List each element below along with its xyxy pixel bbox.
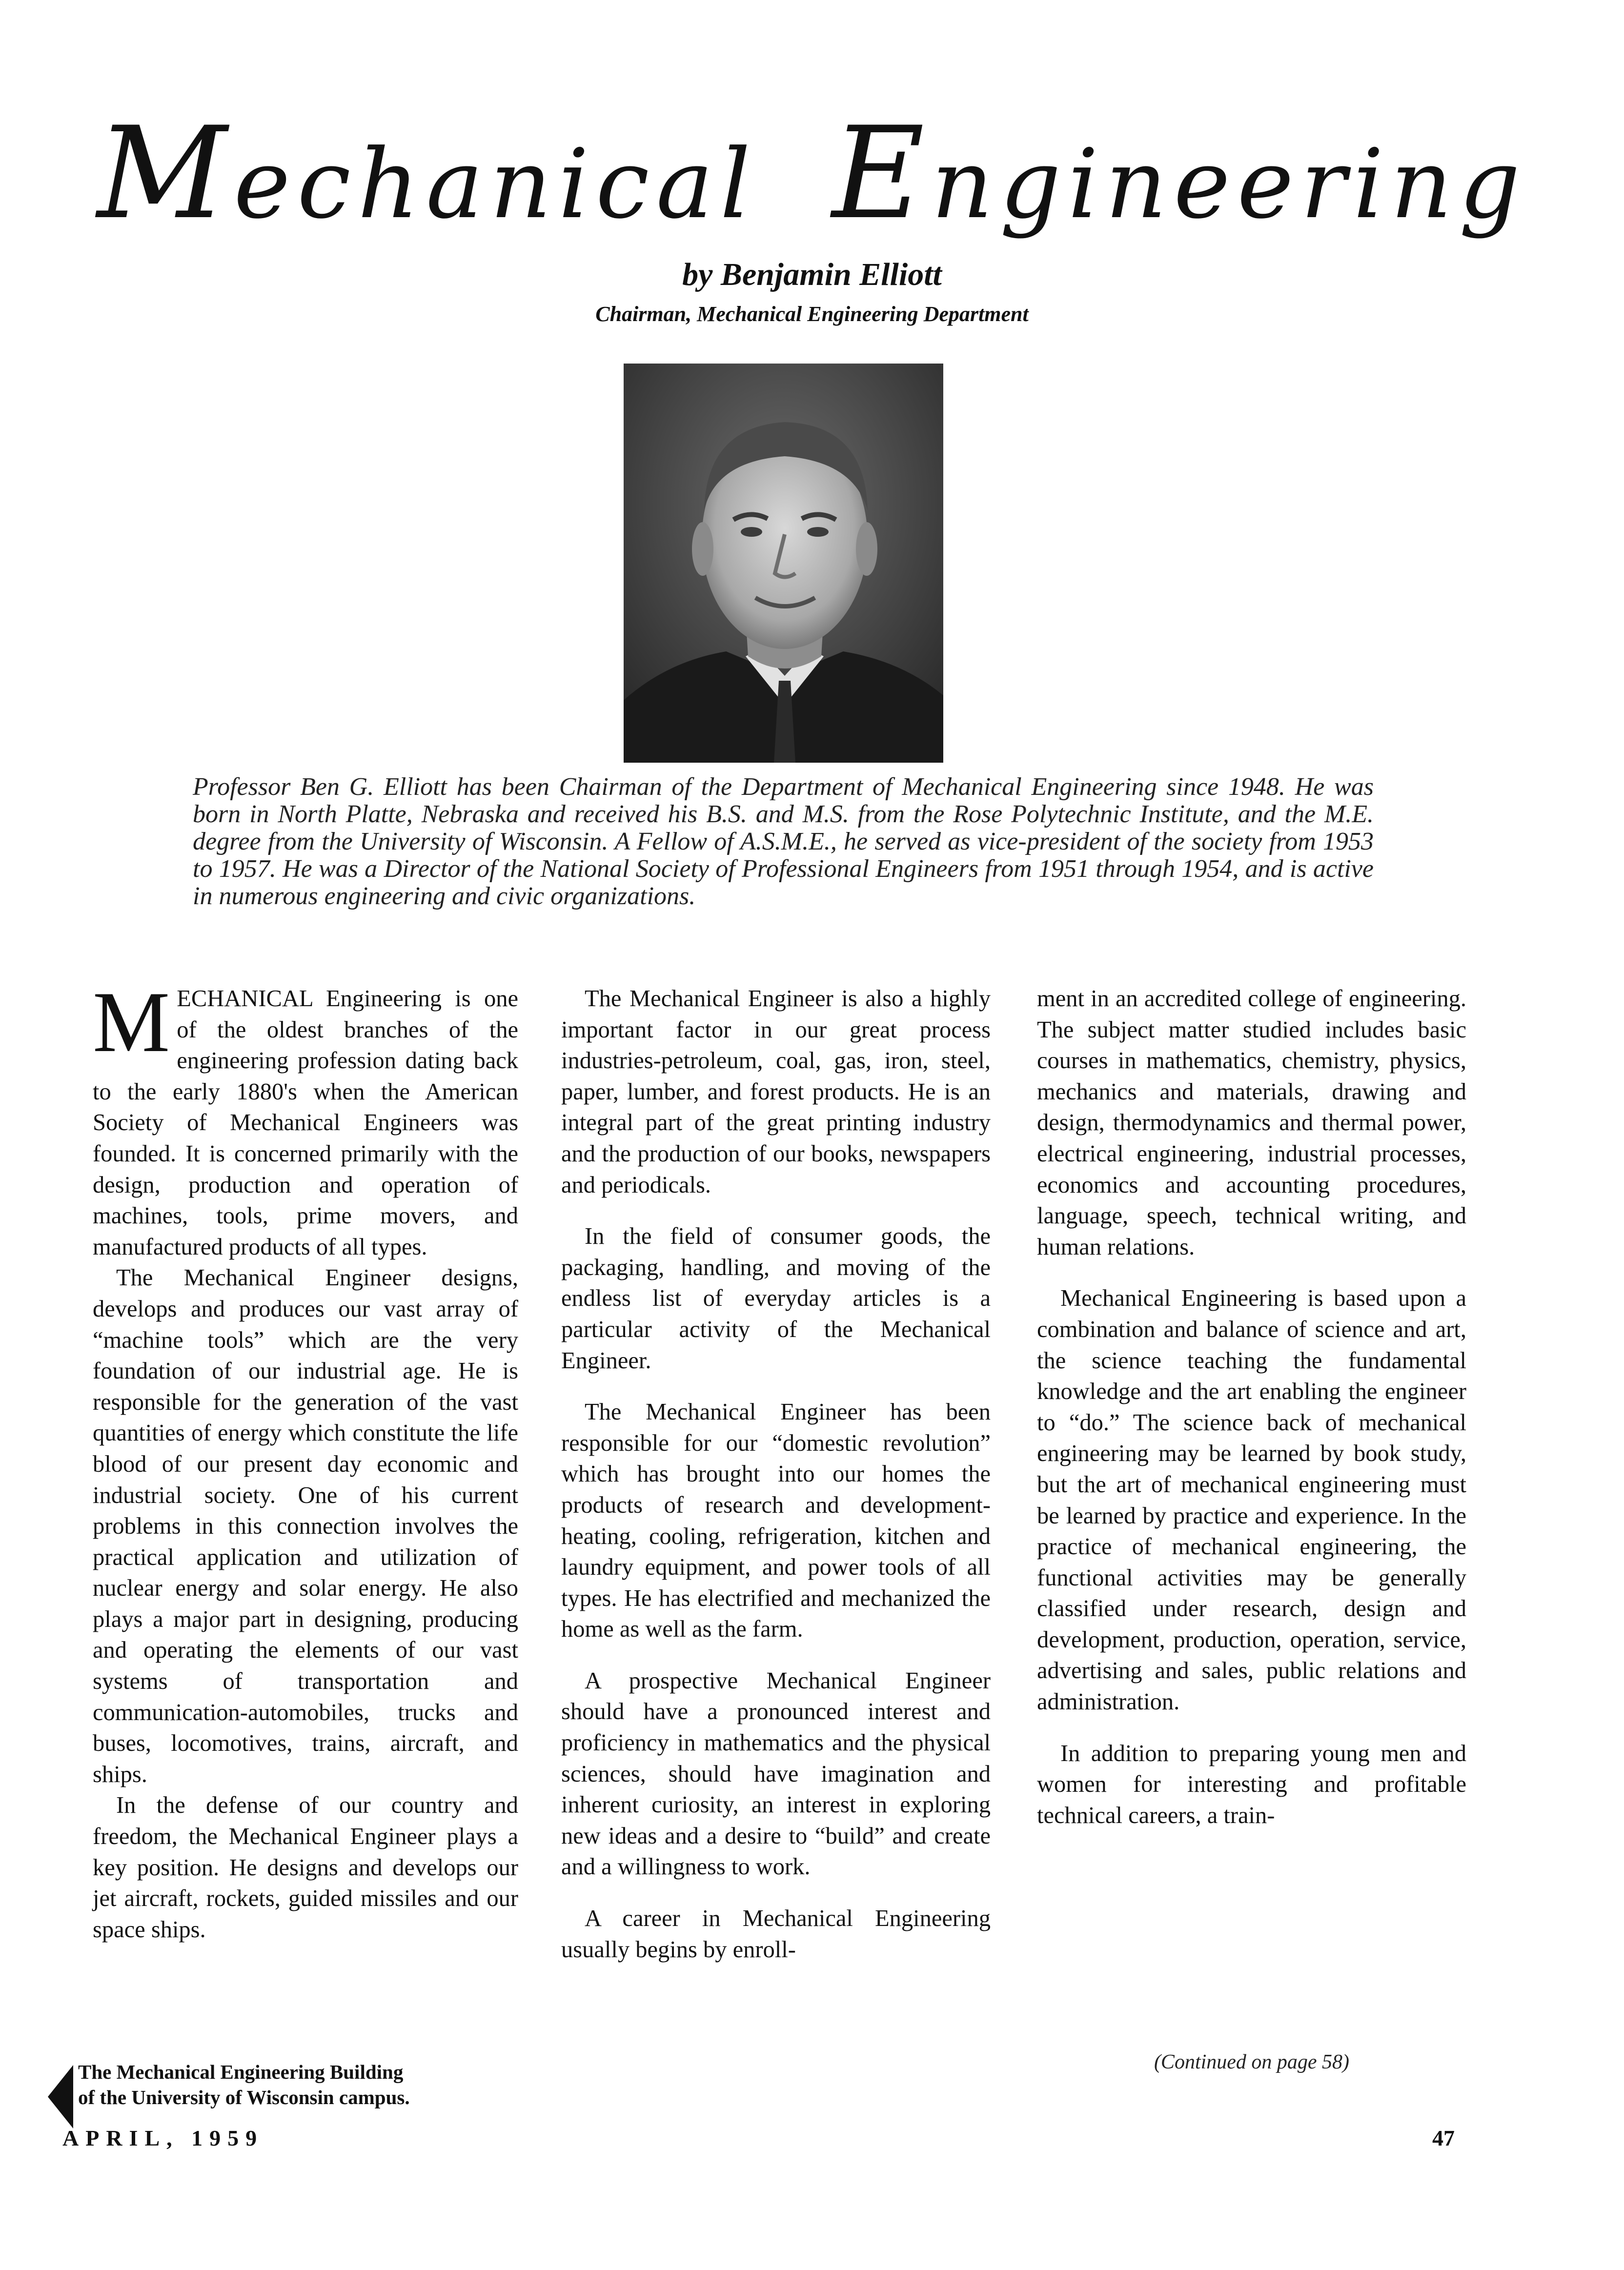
building-caption-line-1: The Mechanical Engineering Building bbox=[78, 2061, 404, 2083]
drop-cap: M bbox=[93, 973, 170, 1070]
paragraph: A career in Mechanical Engineering usually begins by enroll- bbox=[561, 1905, 991, 1963]
paragraph: In the field of consumer goods, the packaging, handling, and moving of the endless list of everyday articles is a particular activity of the Mechanical Engineer. bbox=[561, 1223, 991, 1374]
portrait-image bbox=[624, 364, 943, 763]
portrait-caption bbox=[193, 773, 1374, 910]
title-word-1: echanical bbox=[234, 129, 758, 240]
arrow-shape bbox=[48, 2065, 73, 2128]
page-number: 47 bbox=[1432, 2126, 1455, 2150]
continued-note: (Continued on page 58) bbox=[1154, 2051, 1350, 2073]
paragraph: ment in an accredited college of engineering. The subject matter studied includes basic courses in mathematics, chemistry, physics, mechanics and materials, drawing and design, thermodynamics and thermal power, electrical engineering, industrial processes, economics and accounting procedures, language, speech, technical writing, and human relations. bbox=[1037, 986, 1466, 1260]
paragraph: ECHANICAL Engineering is one of the oldest branches of the engineering profession dating back to the early 1880's when the American Society of Mechanical Engineers was founded. It is concerned primarily with the design, production and operation of machines, tools, prime movers, and manufactured products of all types. bbox=[93, 986, 518, 1260]
author-portrait bbox=[624, 364, 943, 763]
paragraph: The Mechanical Engineer is also a highly important factor in our great process industries-petroleum, coal, gas, iron, steel, paper, lumber, and forest products. He is an integral part of the great printing industry and the production of our books, newspapers and periodicals. bbox=[561, 986, 991, 1198]
paragraph: In addition to preparing young men and women for interesting and profitable technical careers, a train- bbox=[1037, 1740, 1466, 1828]
article-column-3 bbox=[1037, 983, 1466, 1831]
article-column-1 bbox=[93, 973, 518, 1945]
building-caption-line-2: of the University of Wisconsin campus. bbox=[78, 2086, 410, 2108]
building-caption bbox=[78, 2059, 527, 2110]
paragraph: The Mechanical Engineer designs, develops and produces our vast array of “machine tools” which are the very foundation of our industrial age. He is responsible for the generation of the vast quantities of energy which constitute the life blood of our present day economic and industrial society. One of his current problems in this connection involves the practical application and utilization of nuclear energy and solar energy. He also plays a major part in designing, producing and operating the elements of our vast systems of transportation and communication-automobiles, trucks and buses, locomotives, trains, aircraft, and ships. bbox=[93, 1265, 518, 1787]
issue-date: APRIL, 1959 bbox=[62, 2126, 264, 2150]
paragraph: Mechanical Engineering is based upon a combination and balance of science and art, the science teaching the fundamental knowledge and the art enabling the engineer to “do.” The science back of mechanical engineering may be learned by book study, but the art of mechanical engineering must be learned by practice and experience. In the practice of mechanical engineering, the functional activities may be generally classified under research, design and development, production, operation, service, advertising and sales, public relations and administration. bbox=[1037, 1285, 1466, 1715]
author-affiliation: Chairman, Mechanical Engineering Department bbox=[595, 302, 1029, 326]
caption-text: Professor Ben G. Elliott has been Chairman of the Department of Mechanical Engineering since 1948. He was born in North Platte, Nebraska and received his B.S. and M.S. from the Rose Polytechnic Institute, and the M.E. degree from the University of Wisconsin. A Fellow of A.S.M.E., he served as vice-president of the society from 1953 to 1957. He was a Director of the National Society of Professional Engineers from 1951 through 1954, and is active in numerous engineering and civic organizations. bbox=[193, 773, 1374, 910]
byline: by Benjamin Elliott bbox=[682, 257, 942, 292]
article-title bbox=[0, 100, 1624, 247]
paragraph: In the defense of our country and freedom, the Mechanical Engineer plays a key position. He designs and develops our jet aircraft, rockets, guided missiles and our space ships. bbox=[93, 1792, 518, 1943]
article-column-2 bbox=[561, 983, 991, 1965]
title-initial-e: E bbox=[832, 100, 932, 247]
paragraph: The Mechanical Engineer has been responsible for our “domestic revolution” which has brought into our homes the products of research and development-heating, cooling, refrigeration, kitchen and laundry equipment, and power tools of all types. He has electrified and mechanized the home as well as the farm. bbox=[561, 1399, 991, 1642]
left-arrow-icon bbox=[48, 2065, 73, 2128]
title-word-2: ngineering bbox=[931, 129, 1527, 240]
paragraph: A prospective Mechanical Engineer should have a pronounced interest and proficiency in mathematics and the physical sciences, should have imagination and inherent curiosity, an interest in exploring new ideas and a desire to “build” and create and a willingness to work. bbox=[561, 1667, 991, 1880]
title-initial-m: M bbox=[97, 100, 234, 247]
